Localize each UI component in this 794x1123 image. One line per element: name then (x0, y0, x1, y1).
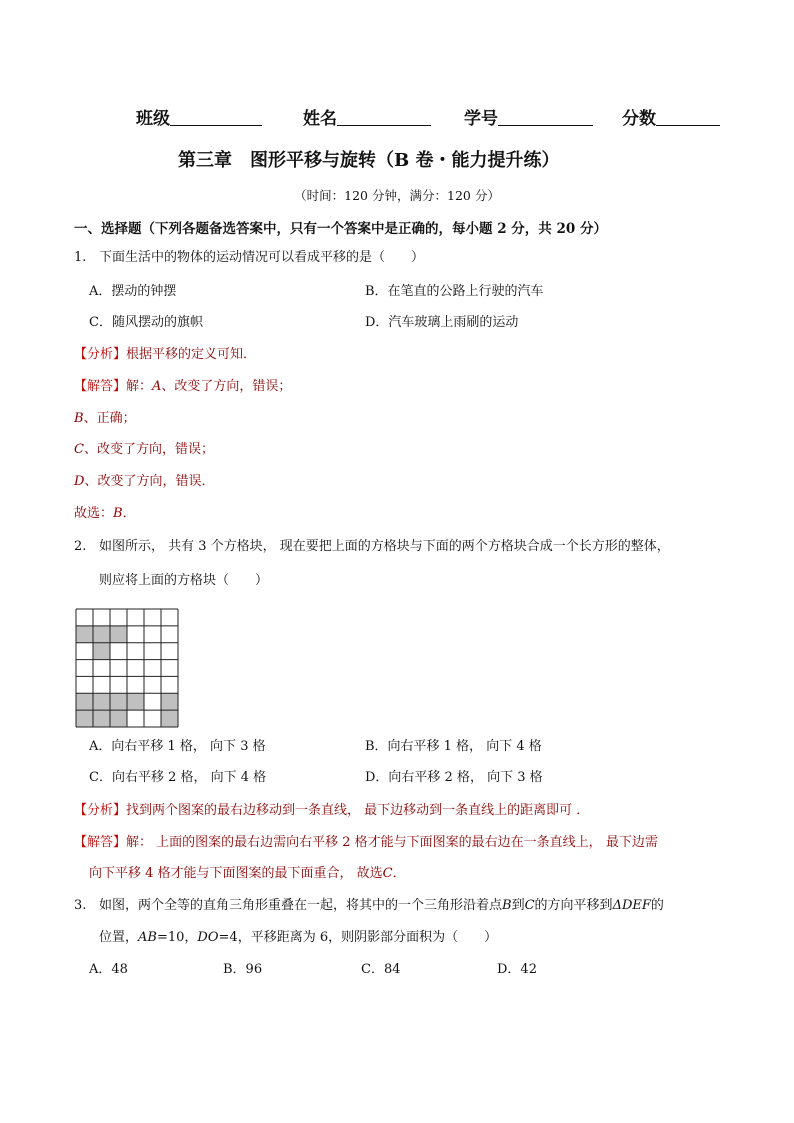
page-subtitle: （时间：120 分钟，满分：120 分） (294, 188, 500, 203)
q1-option-b: B．在笔直的公路上行驶的汽车 (365, 284, 544, 299)
q3-number: 3. (74, 898, 87, 913)
class-blank (170, 109, 262, 126)
page-title: 第三章 图形平移与旋转（B 卷・能力提升练） (178, 150, 560, 171)
shaded-cell (93, 710, 110, 727)
q1-analysis-tag: 【分析】 (74, 347, 127, 362)
q1-answer-text-d: 、改变了方向，错误． (84, 474, 215, 489)
q3-stem-part-4: 的 (650, 898, 664, 913)
q2-option-c: C．向右平移 2 格， 向下 4 格 (89, 770, 267, 785)
score-label: 分数 (622, 109, 656, 129)
q1-answer-tag: 【解答】 (74, 379, 127, 394)
q2-stem-line-1: 如图所示， 共有 3 个方格块， 现在要把上面的方格块与下面的两个方格块合成一个长方形的整体， (99, 539, 670, 554)
q1-option-d: D．汽车玻璃上雨刷的运动 (365, 315, 519, 330)
score-field (622, 104, 720, 129)
score-blank (656, 109, 720, 126)
q2-option-b: B．向右平移 1 格， 向下 4 格 (365, 739, 542, 754)
q3-stem-line-1 (99, 896, 664, 916)
q1-analysis-text: 根据平移的定义可知． (126, 347, 257, 362)
q1-answer-line-3 (74, 440, 214, 460)
q3-stem-part-2: 到 (511, 898, 525, 913)
q1-number: 1. (74, 250, 87, 265)
shaded-cell (161, 710, 178, 727)
shaded-cell (93, 626, 110, 643)
shaded-cell (110, 626, 127, 643)
q3-option-a: A．48 (89, 962, 128, 977)
q2-option-d: D．向右平移 2 格， 向下 3 格 (365, 770, 543, 785)
q2-answer-letter: C (382, 866, 393, 881)
q3-option-b: B．96 (223, 962, 263, 977)
q1-answer-line-4 (74, 472, 214, 492)
shaded-cell (76, 626, 93, 643)
q2-number: 2. (74, 539, 87, 554)
q1-final-choice (74, 504, 136, 524)
q3-segment-ab: AB (138, 930, 157, 945)
q2-analysis-text: 找到两个图案的最右边移动到一条直线， 最下边移动到一条直线上的距离即可 ． (126, 803, 590, 818)
q1-answer-text-b: 、正确； (83, 411, 136, 426)
q2-answer-end: ． (392, 866, 406, 881)
shaded-cell (110, 710, 127, 727)
q1-answer-text-a: 、改变了方向，错误； (161, 379, 292, 394)
id-label: 学号 (464, 109, 498, 129)
q1-option-c: C．随风摆动的旗帜 (89, 315, 203, 330)
q2-answer-text-2: 向下平移 4 格才能与下面图案的最下面重合， 故选 (89, 866, 383, 881)
q3-do-value: =4 (218, 930, 238, 945)
q1-answer-letter-b: B (74, 411, 84, 426)
q3-segment-do: DO (197, 930, 219, 945)
q3-stem-part-3: 的方向平移到 (534, 898, 613, 913)
q1-answer-line-2 (74, 409, 136, 429)
shaded-cell (127, 693, 144, 710)
name-blank (337, 109, 431, 126)
q1-answer-letter-d: D (74, 474, 85, 489)
shaded-cell (110, 693, 127, 710)
q1-stem: 下面生活中的物体的运动情况可以看成平移的是（ ） (99, 250, 425, 265)
q3-separator: ， (184, 930, 198, 945)
q3-point-c: C (524, 898, 535, 913)
q2-answer-text-1: 解： 上面的图案的最右边需向右平移 2 格才能与下面图案的最右边在一条直线上， 最下边需 (126, 835, 658, 850)
q1-choice-suffix: ． (122, 506, 136, 521)
q1-answer-letter-c: C (74, 442, 84, 457)
class-field (136, 104, 262, 129)
q3-stem-part-5: 位置， (99, 930, 139, 945)
class-label: 班级 (136, 109, 170, 129)
id-blank (498, 109, 593, 126)
shaded-cell (76, 693, 93, 710)
q2-analysis-tag: 【分析】 (74, 803, 127, 818)
q3-point-b: B (502, 898, 512, 913)
q2-grid-figure (75, 608, 179, 728)
q2-answer-line-1 (74, 833, 658, 853)
q1-answer-line-1 (74, 377, 291, 397)
q2-stem-line-2: 则应将上面的方格块（ ） (99, 573, 269, 588)
q1-analysis (74, 345, 256, 365)
q1-answer-letter-a: A (152, 379, 162, 394)
q1-answer-text-c: 、改变了方向，错误； (83, 442, 214, 457)
q1-answer-prefix: 解： (126, 379, 153, 394)
shaded-cell (76, 710, 93, 727)
shaded-cell (93, 693, 110, 710)
q3-stem-part-6: ，平移距离为 6，则阴影部分面积为（ ） (237, 930, 498, 945)
q3-ab-value: =10 (156, 930, 185, 945)
q3-option-c: C．84 (361, 962, 401, 977)
shaded-cell (161, 693, 178, 710)
q3-option-d: D．42 (497, 962, 537, 977)
q3-stem-part-1: 如图，两个全等的直角三角形重叠在一起，将其中的一个三角形沿着点 (99, 898, 503, 913)
q1-choice-letter: B (113, 506, 123, 521)
q2-option-a: A．向右平移 1 格， 向下 3 格 (89, 739, 266, 754)
q3-triangle-def: ΔDEF (612, 898, 651, 913)
q2-answer-tag: 【解答】 (74, 835, 127, 850)
id-field (464, 104, 593, 129)
name-label: 姓名 (303, 109, 337, 129)
name-field (303, 104, 431, 129)
q1-choice-prefix: 故选： (74, 506, 114, 521)
section-heading: 一、选择题（下列各题备选答案中，只有一个答案中是正确的，每小题 2 分，共 20 分） (74, 221, 607, 237)
q1-option-a: A．摆动的钟摆 (89, 284, 177, 299)
q2-analysis (74, 801, 589, 821)
q3-stem-line-2 (99, 928, 497, 948)
q2-answer-line-2 (89, 864, 406, 884)
shaded-cell (93, 643, 110, 660)
q2-grid-svg (75, 608, 179, 728)
